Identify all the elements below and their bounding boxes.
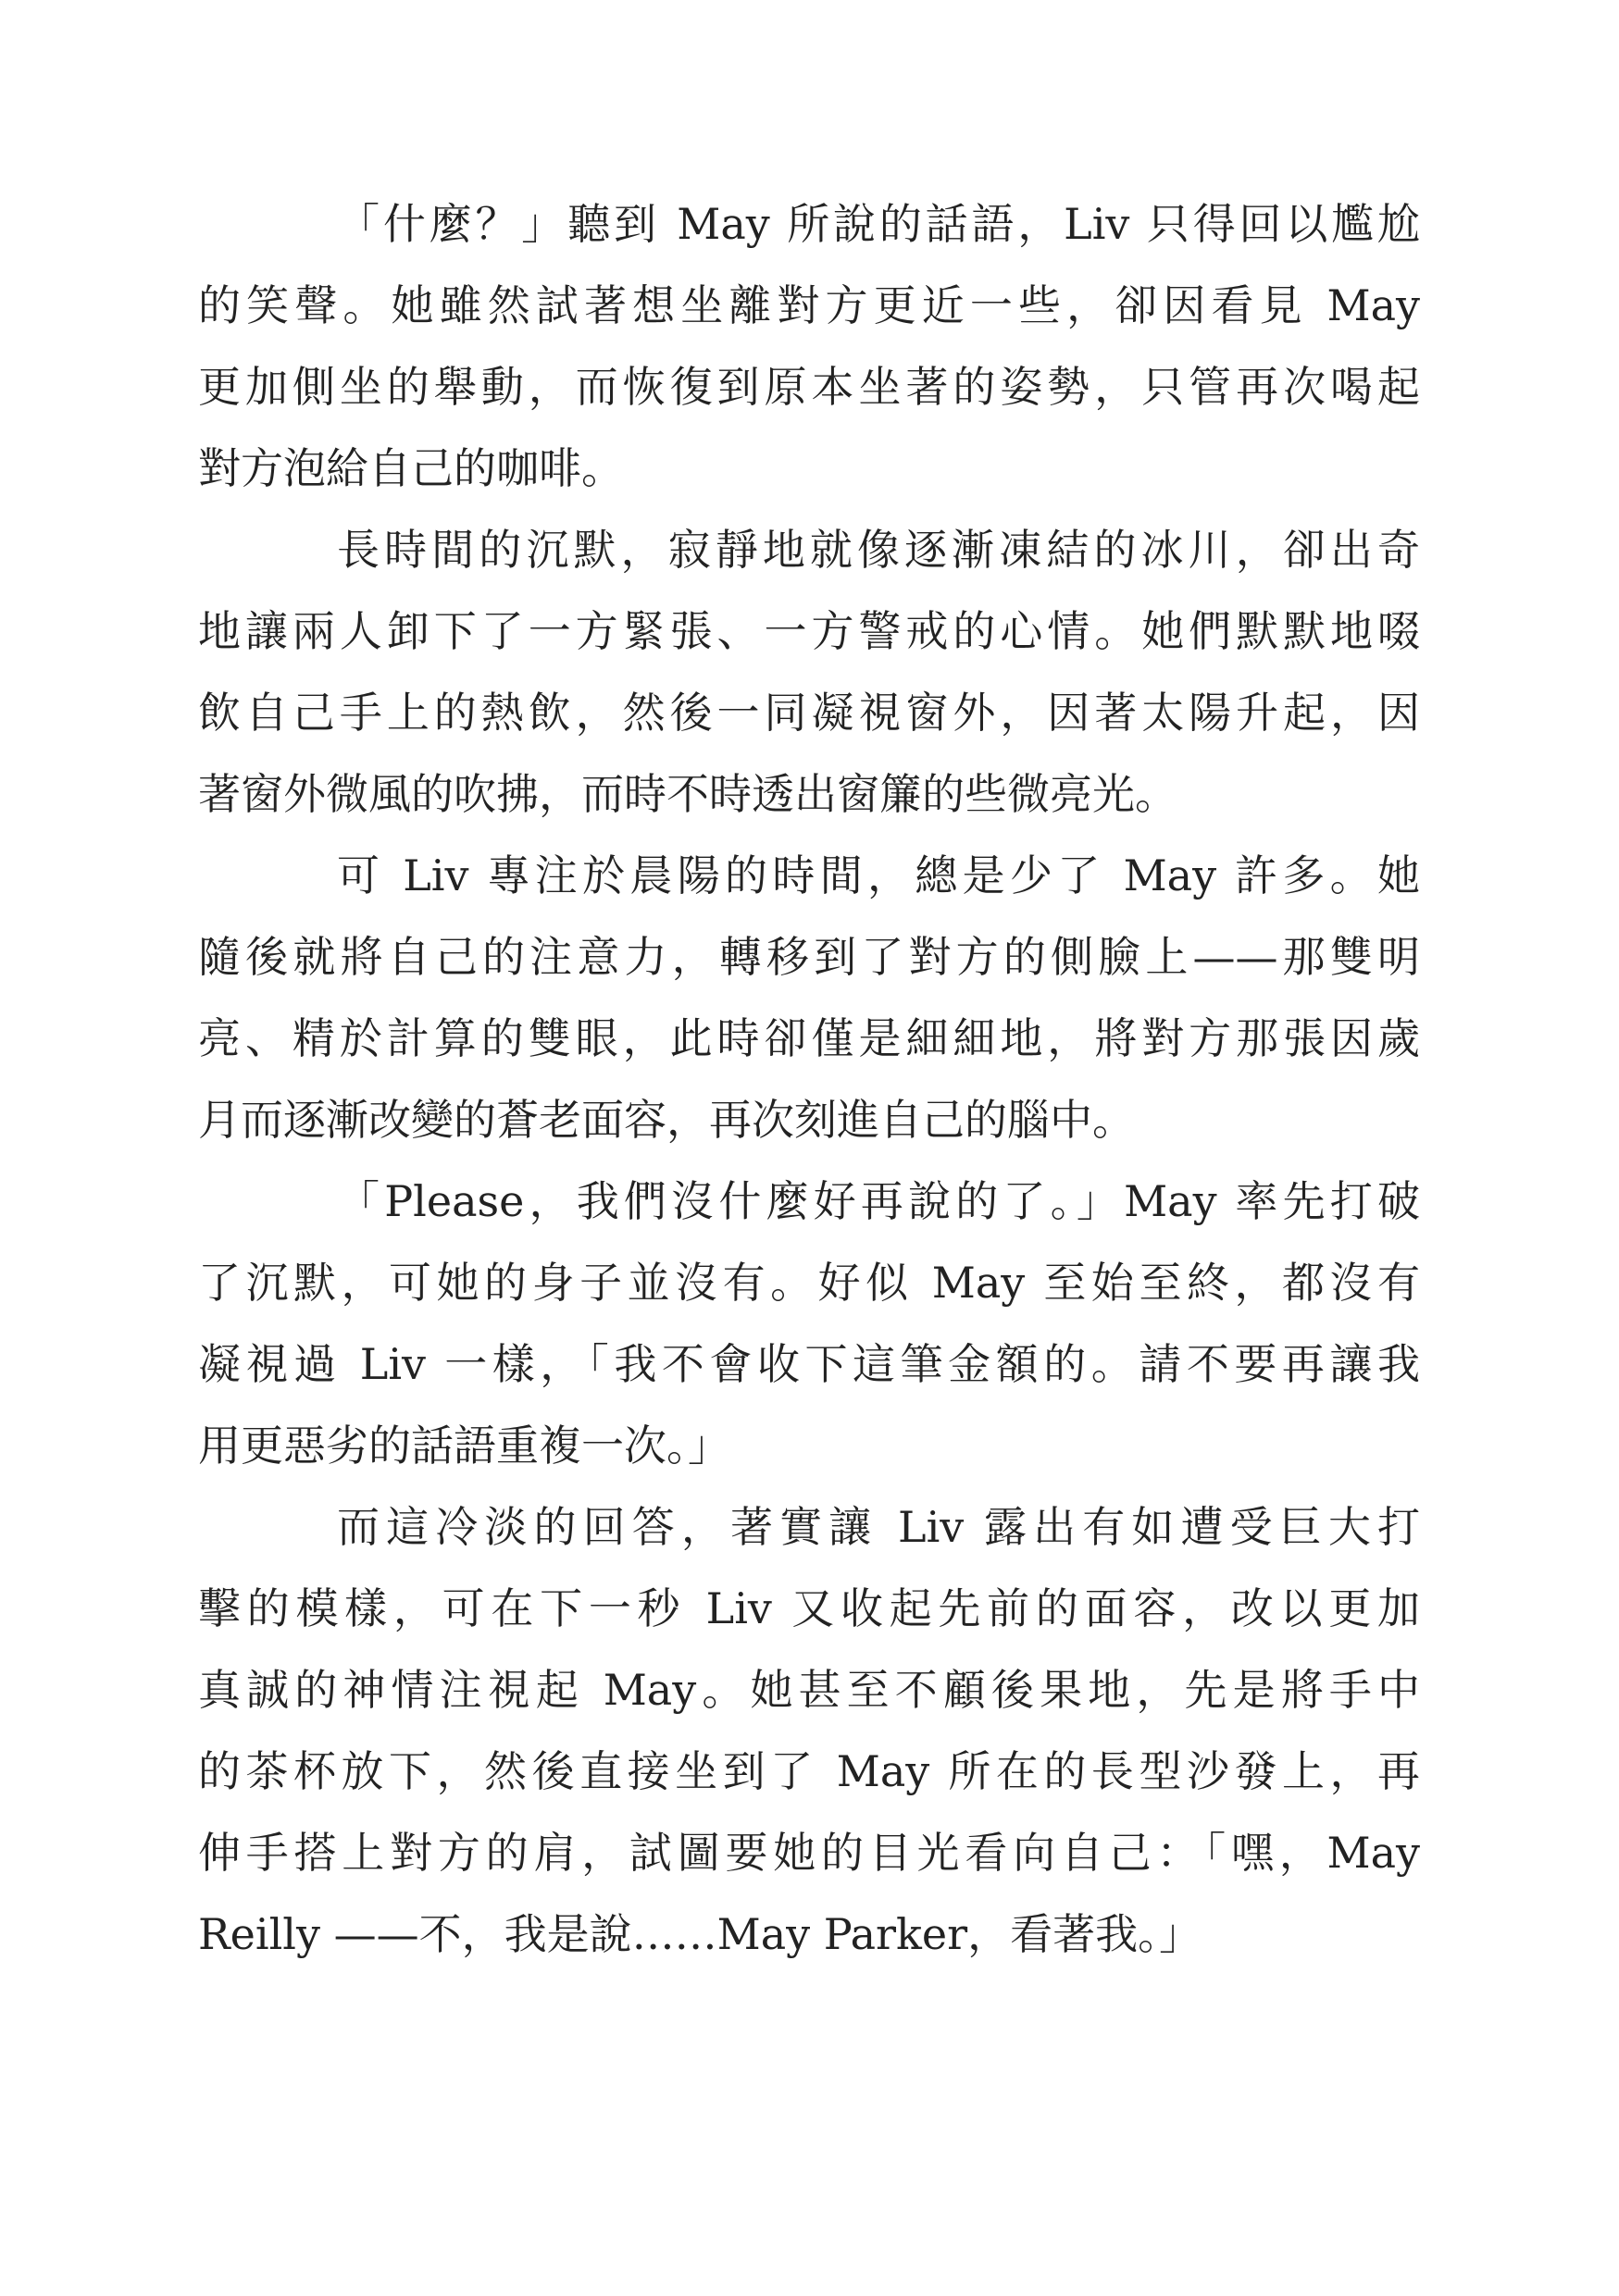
text-line: 長時間的沉默，寂靜地就像逐漸凍結的冰川，卻出奇: [337, 525, 1420, 575]
text-line: 的笑聲。她雖然試著想坐離對方更近一些，卻因看見 May: [198, 280, 1420, 330]
text-line: 著窗外微風的吹拂，而時不時透出窗簾的些微亮光。: [198, 769, 1177, 819]
text-line: 了沉默，可她的身子並沒有。好似 May 至始至終，都沒有: [198, 1258, 1420, 1308]
text-line: 凝視過 Liv 一樣，「我不會收下這筆金額的。請不要再讓我: [198, 1339, 1420, 1389]
body-text: [198, 183, 1420, 1975]
text-line: 而這冷淡的回答，著實讓 Liv 露出有如遭受巨大打: [337, 1502, 1420, 1552]
text-line: 可 Liv 專注於晨陽的時間，總是少了 May 許多。她: [337, 850, 1420, 900]
text-line: 隨後就將自己的注意力，轉移到了對方的側臉上——那雙明: [198, 932, 1420, 982]
text-line: 對方泡給自己的咖啡。: [198, 443, 624, 493]
text-line: 「什麼？」聽到 May 所說的話語，Liv 只得回以尷尬: [337, 199, 1420, 249]
text-line: 擊的模樣，可在下一秒 Liv 又收起先前的面容，改以更加: [198, 1583, 1420, 1633]
text-line: 伸手搭上對方的肩，試圖要她的目光看向自己：「嘿，May: [198, 1828, 1420, 1878]
text-line: 的茶杯放下，然後直接坐到了 May 所在的長型沙發上，再: [198, 1746, 1420, 1796]
text-line: 真誠的神情注視起 May。她甚至不顧後果地，先是將手中: [198, 1665, 1420, 1715]
text-line: Reilly ——不，我是說……May Parker，看著我。」: [198, 1909, 1202, 1959]
text-line: 用更惡劣的話語重複一次。」: [198, 1421, 730, 1471]
text-line: 飲自己手上的熱飲，然後一同凝視窗外，因著太陽升起，因: [198, 688, 1420, 738]
text-line: 月而逐漸改變的蒼老面容，再次刻進自己的腦中。: [198, 1095, 1135, 1145]
text-line: 亮、精於計算的雙眼，此時卻僅是細細地，將對方那張因歲: [198, 1013, 1420, 1063]
text-line: 地讓兩人卸下了一方緊張、一方警戒的心情。她們默默地啜: [198, 606, 1420, 656]
text-line: 「Please，我們沒什麼好再說的了。」May 率先打破: [337, 1176, 1420, 1226]
text-line: 更加側坐的舉動，而恢復到原本坐著的姿勢，只管再次喝起: [198, 362, 1420, 412]
